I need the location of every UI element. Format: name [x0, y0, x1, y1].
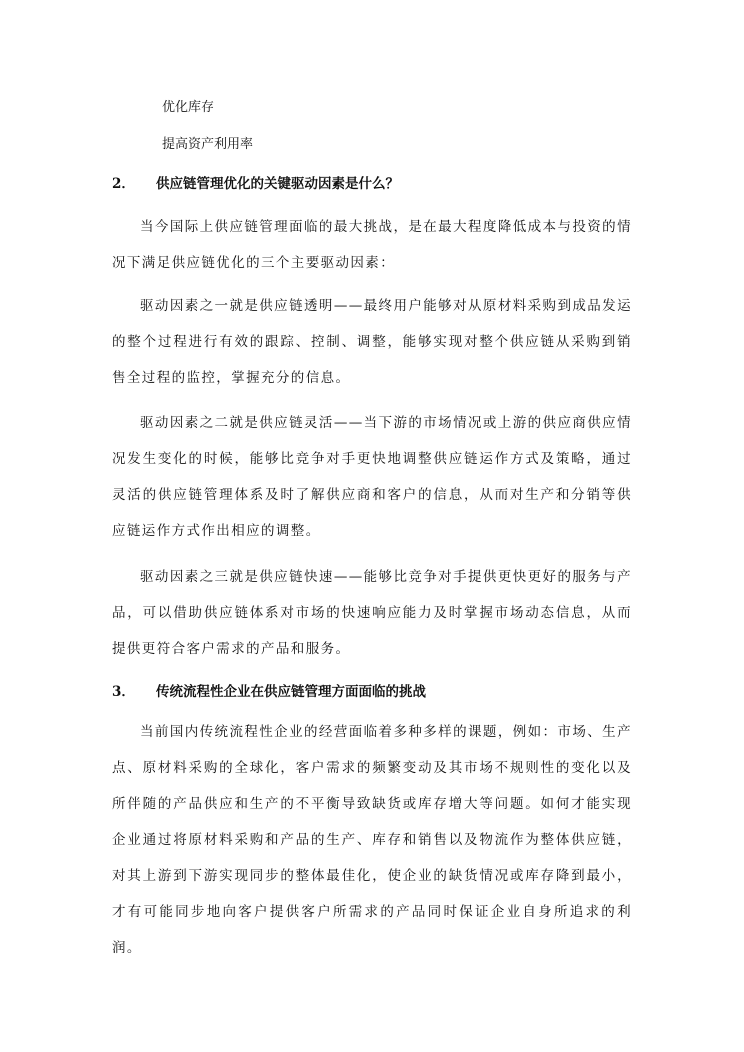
paragraph: 驱动因素之三就是供应链快速——能够比竞争对手提供更快更好的服务与产品，可以借助供应链体系对市场的快速响应能力及时掌握市场动态信息，从而提供更符合客户需求的产品和服务。 [112, 569, 632, 657]
paragraph: 驱动因素之一就是供应链透明——最终用户能够对从原材料采购到成品发运的整个过程进行有效的跟踪、控制、调整，能够实现对整个供应链从采购到销售全过程的监控，掌握充分的信息。 [112, 298, 632, 386]
section-title: 传统流程性企业在供应链管理方面面临的挑战 [156, 684, 426, 700]
section-heading [112, 173, 399, 195]
paragraph: 当前国内传统流程性企业的经营面临着多种多样的课题，例如：市场、生产点、原材料采购的全球化，客户需求的频繁变动及其市场不规则性的变化以及所伴随的产品供应和生产的不平衡导致缺货或库存增大等问题。如何才能实现企业通过将原材料采购和产品的生产、库存和销售以及物流作为整体供应链，对其上游到下游实现同步的整体最佳化，使企业的缺货情况或库存降到最小，才有可能同步地向客户提供客户所需求的产品同时保证企业自身所追求的利润。 [112, 724, 632, 956]
bullet-text: 提高资产利用率 [162, 137, 254, 152]
bullet-item [112, 134, 253, 156]
bullet-item [112, 97, 214, 119]
section-number: 2． [112, 176, 135, 192]
paragraph: 当今国际上供应链管理面临的最大挑战，是在最大程度降低成本与投资的情况下满足供应链优化的三个主要驱动因素： [112, 219, 632, 271]
bullet-text: 优化库存 [162, 100, 215, 115]
section-title: 供应链管理优化的关键驱动因素是什么？ [156, 176, 399, 192]
section-heading [112, 681, 426, 703]
paragraph: 驱动因素之二就是供应链灵活——当下游的市场情况或上游的供应商供应情况发生变化的时候，能够比竞争对手更快地调整供应链运作方式及策略，通过灵活的供应链管理体系及时了解供应商和客户的信息，从而对生产和分销等供应链运作方式作出相应的调整。 [112, 415, 632, 539]
section-number: 3． [112, 684, 135, 700]
